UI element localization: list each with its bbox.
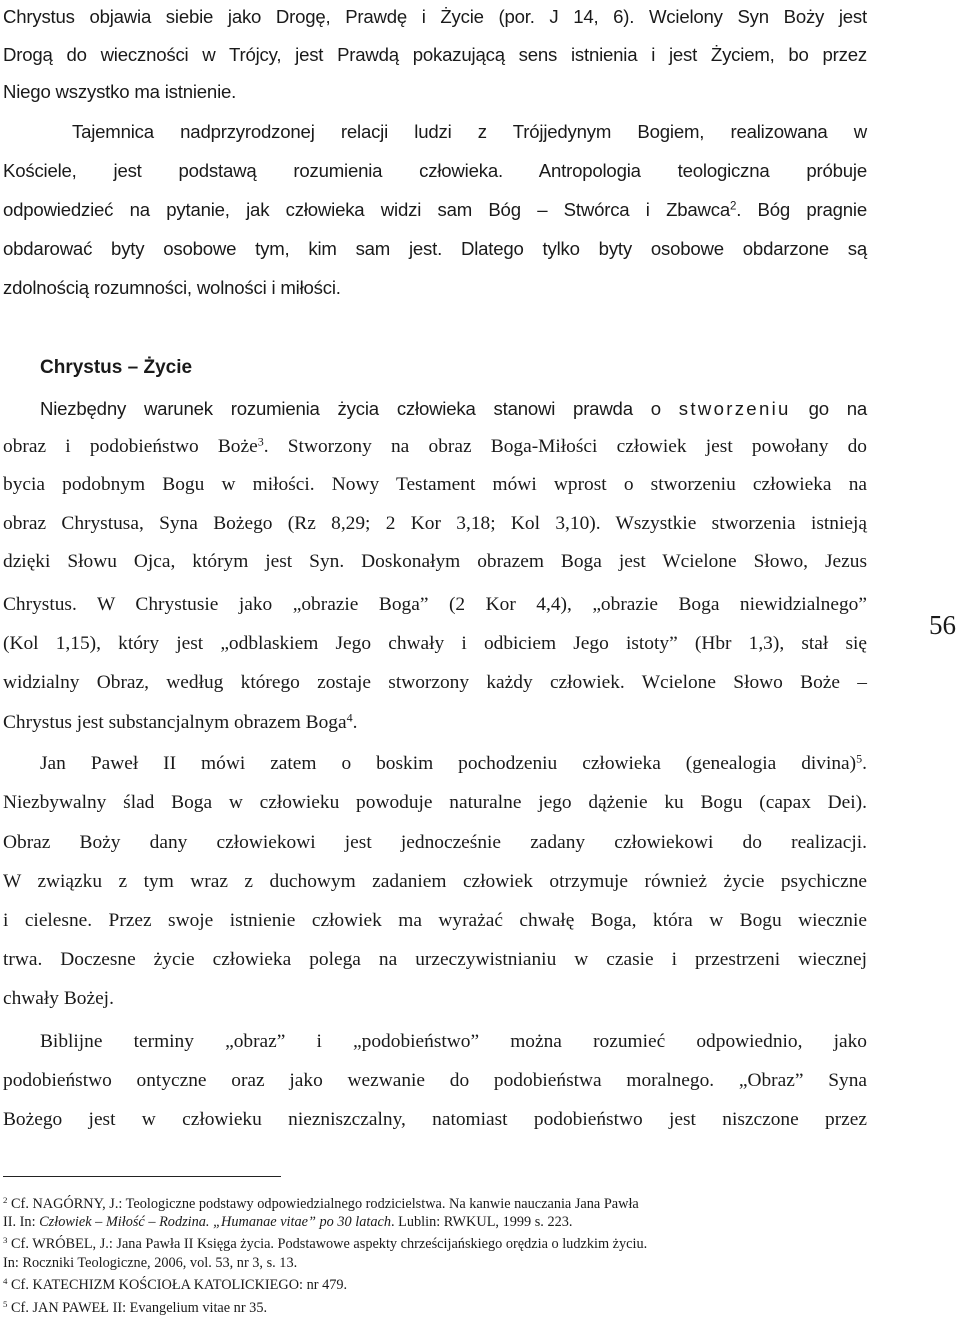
text-line: Niego wszystko ma istnienie. <box>3 81 237 102</box>
text-line: i cielesne. Przez swoje istnienie człowiek ma wyrażać chwałę Boga, która w Bogu wiecznie <box>3 910 867 931</box>
spaced-word: stworzeniu <box>678 398 791 419</box>
section-heading: Chrystus – Życie <box>40 357 193 378</box>
footnote-divider <box>3 1176 281 1177</box>
text-line: obraz i podobieństwo Boże$^3$. Stworzony na obraz Boga-Miłości człowiek jest powołany do <box>3 434 867 457</box>
text-line: chwały Bożej. <box>3 988 114 1009</box>
page-number: 56 <box>929 610 956 640</box>
text-line: Niezbędny warunek rozumienia życia człowieka stanowi prawda o stworzeniu go na <box>40 398 868 419</box>
text-line: (Kol 1,15), który jest „odblaskiem Jego chwały i odbiciem Jego istoty” (Hbr 1,3), stał się <box>3 633 867 654</box>
footnote-number: 2 <box>3 1195 8 1206</box>
footnote: $^3$ Cf. WRÓBEL, J.: Jana Pawła II Księga życia. Podstawowe aspekty chrześcijańskiego orędzia o ludzkim życiu. <box>3 1235 648 1252</box>
text-line: Chrystus objawia siebie jako Drogę, Prawdę i Życie (por. J 14, 6). Wcielony Syn Boży jest <box>3 6 867 27</box>
text-line: Tajemnica nadprzyrodzonej relacji ludzi z Trójjedynym Bogiem, realizowana w <box>72 121 867 142</box>
text-line: zdolnością rozumności, wolności i miłości. <box>3 277 341 298</box>
text-line: W związku z tym wraz z duchowym zadaniem człowiek otrzymuje również życie psychiczne <box>3 871 867 892</box>
text-line: Chrystus jest substancjalnym obrazem Boga$^4$. <box>3 710 358 733</box>
footnote-number: 4 <box>3 1276 8 1287</box>
text-line: Biblijne terminy „obraz” i „podobieństwo” można rozumieć odpowiednio, jako <box>40 1031 867 1052</box>
text-line: trwa. Doczesne życie człowieka polega na urzeczywistnianiu w czasie i przestrzeni wiecznej <box>3 949 867 970</box>
text-line: Chrystus. W Chrystusie jako „obrazie Boga” (2 Kor 4,4), „obrazie Boga niewidzialnego” <box>3 594 867 615</box>
text-line: widzialny Obraz, według którego zostaje stworzony każdy człowiek. Wcielone Słowo Boże – <box>3 672 867 693</box>
text-line: Jan Paweł II mówi zatem o boskim pochodzeniu człowieka (genealogia divina)$^5$. <box>40 751 867 774</box>
footnote: $^4$ Cf. KATECHIZM KOŚCIOŁA KATOLICKIEGO: nr 479. <box>3 1276 348 1293</box>
text-line: Bożego jest w człowieku niezniszczalny, natomiast podobieństwo jest niszczone przez <box>3 1109 867 1130</box>
footnote-ref: 2 <box>730 200 737 213</box>
footnote-ref: 4 <box>346 710 353 725</box>
text-line: obdarować byty osobowe tym, kim sam jest. Dlatego tylko byty osobowe obdarzone są <box>3 238 867 259</box>
text-line: obraz Chrystusa, Syna Bożego (Rz 8,29; 2 Kor 3,18; Kol 3,10). Wszystkie stworzenia istnieją <box>3 513 867 534</box>
footnote-number: 5 <box>3 1299 8 1310</box>
italic-title: Człowiek – Miłość – Rodzina. „Humanae vitae” po 30 latach <box>39 1214 391 1230</box>
footnote: $^5$ Cf. JAN PAWEŁ II: Evangelium vitae nr 35. <box>3 1299 268 1316</box>
text-line: Drogą do wieczności w Trójcy, jest Prawdą pokazującą sens istnienia i jest Życiem, bo przez <box>3 44 867 65</box>
text-line: dzięki Słowu Ojca, którym jest Syn. Doskonałym obrazem Boga jest Wcielone Słowo, Jezus <box>3 551 867 572</box>
text-line: podobieństwo ontyczne oraz jako wezwanie do podobieństwa moralnego. „Obraz” Syna <box>3 1070 867 1091</box>
footnote-number: 3 <box>3 1235 8 1246</box>
footnote-continuation: II. In: Człowiek – Miłość – Rodzina. „Humanae vitae” po 30 latach. Lublin: RWKUL, 1999 s. 223. <box>3 1214 573 1230</box>
text-line: odpowiedzieć na pytanie, jak człowieka widzi sam Bóg – Stwórca i Zbawca$^2$. Bóg pragnie <box>3 199 867 220</box>
text-line: Obraz Boży dany człowiekowi jest jednocześnie zadany człowiekowi do realizacji. <box>3 832 867 853</box>
footnote-ref: 5 <box>856 751 863 766</box>
text-line: bycia podobnym Bogu w miłości. Nowy Testament mówi wprost o stworzeniu człowieka na <box>3 474 867 495</box>
footnote-continuation: In: Roczniki Teologiczne, 2006, vol. 53, nr 3, s. 13. <box>3 1255 298 1271</box>
footnote-ref: 3 <box>257 434 264 449</box>
footnote: $^2$ Cf. NAGÓRNY, J.: Teologiczne podstawy odpowiedzialnego rodzicielstwa. Na kanwie nauczania Jana Pawła <box>3 1195 639 1212</box>
text-line: Kościele, jest podstawą rozumienia człowieka. Antropologia teologiczna próbuje <box>3 160 867 181</box>
text-line: Niezbywalny ślad Boga w człowieku powoduje naturalne jego dążenie ku Bogu (capax Dei). <box>3 792 867 813</box>
